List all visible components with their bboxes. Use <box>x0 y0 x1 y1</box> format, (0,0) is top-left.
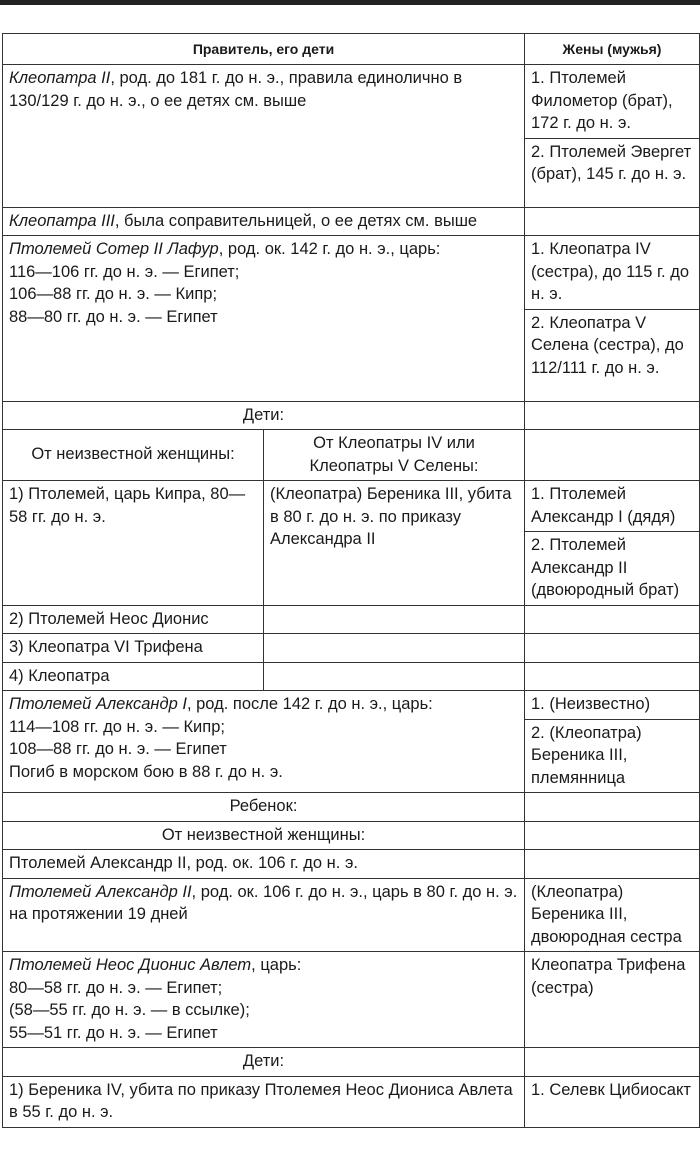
ruler-name: Птолемей Сотер II Лафур <box>9 240 219 258</box>
spouse-cell: 1. Селевк Цибиосакт <box>525 1076 700 1127</box>
table-row <box>3 1076 700 1127</box>
header-row <box>3 34 700 65</box>
empty-cell <box>264 662 525 691</box>
table-row <box>3 207 700 236</box>
table-row <box>3 481 700 532</box>
spouse-cell: Клеопатра Трифена (сестра) <box>525 952 700 1048</box>
table-row <box>3 236 700 310</box>
child-cell: 1) Береника IV, убита по приказу Птолемея Неос Диониса Авлета в 55 г. до н. э. <box>3 1076 525 1127</box>
ruler-desc: , род. после 142 г. до н. э., царь: <box>186 695 433 713</box>
table-row <box>3 662 700 691</box>
spouse-cell <box>525 793 700 822</box>
reign-line: 108—88 гг. до н. э. — Египет <box>9 740 227 758</box>
alex2-cell <box>3 878 525 952</box>
cleo3-cell <box>3 207 525 236</box>
header-spouses: Жены (мужья) <box>525 34 700 65</box>
spouse-cell: 1. Клеопатра IV (сестра), до 115 г. до н. э. <box>525 236 700 310</box>
child-cell: 4) Клеопатра <box>3 662 264 691</box>
table-row <box>3 401 700 430</box>
spouse-cell <box>525 634 700 663</box>
ruler-name: Клеопатра III <box>9 211 115 230</box>
table-row <box>3 430 700 481</box>
child-cell: (Клеопатра) Береника III, убита в 80 г. до н. э. по приказу Александра II <box>264 481 525 606</box>
spouse-cell: 2. Птолемей Эвергет (брат), 145 г. до н. э. <box>525 138 700 207</box>
reign-line: 114—108 гг. до н. э. — Кипр; <box>9 717 225 736</box>
auletes-cell <box>3 952 525 1048</box>
empty-cell <box>264 605 525 634</box>
table-row <box>3 691 700 720</box>
spouse-cell <box>525 430 700 481</box>
table-row <box>3 821 700 850</box>
ruler-name: Клеопатра II <box>9 69 111 87</box>
children-label: Дети: <box>3 1048 525 1077</box>
reign-line: Погиб в морском бою в 88 г. до н. э. <box>9 762 283 781</box>
ruler-desc: , род. до 181 г. до н. э., правила единолично в 130/129 г. до н. э., о ее детях см. выше <box>9 69 463 110</box>
empty-cell <box>264 634 525 663</box>
soter2-cell <box>3 236 525 402</box>
reign-line: 106—88 гг. до н. э. — Кипр; <box>9 285 218 303</box>
child-cell: 1) Птолемей, царь Кипра, 80—58 гг. до н. э. <box>3 481 264 606</box>
ruler-desc: , была соправительницей, о ее детях см. выше <box>114 211 478 230</box>
spouse-cell: 1. (Неизвестно) <box>525 691 700 720</box>
child-cell: Птолемей Александр II, род. ок. 106 г. до н. э. <box>3 850 525 879</box>
spouse-cell: 1. Птолемей Филометор (брат), 172 г. до н. э. <box>525 65 700 139</box>
ruler-desc: , царь: <box>251 956 302 974</box>
ruler-name: Птолемей Неос Дионис Авлет <box>9 956 252 974</box>
table-row <box>3 634 700 663</box>
cleo2-cell <box>3 65 525 208</box>
table-row <box>3 1048 700 1077</box>
spouse-cell: 2. Клеопатра V Селена (сестра), до 112/111 г. до н. э. <box>525 309 700 401</box>
spouse-cell <box>525 662 700 691</box>
reign-line: 80—58 гг. до н. э. — Египет; <box>9 978 223 997</box>
top-rule <box>0 0 700 5</box>
alex1-cell <box>3 691 525 793</box>
spouse-cell: 2. (Клеопатра) Береника III, племянница <box>525 719 700 793</box>
spouse-cell: 2. Птолемей Александр II (двоюродный брат) <box>525 532 700 606</box>
reign-line: 88—80 гг. до н. э. — Египет <box>9 307 218 326</box>
spouse-cell <box>525 401 700 430</box>
reign-line: 55—51 гг. до н. э. — Египет <box>9 1023 218 1042</box>
table-row <box>3 952 700 1048</box>
table-row <box>3 793 700 822</box>
mother-cleopatra: От Клеопатры IV или Клеопатры V Селены: <box>264 430 525 481</box>
ruler-name: Птолемей Александр II <box>9 882 192 901</box>
spouse-cell <box>525 605 700 634</box>
ruler-name: Птолемей Александр I <box>9 695 187 713</box>
table-row <box>3 878 700 952</box>
ruler-desc: , род. ок. 142 г. до н. э., царь: <box>218 240 441 258</box>
spouse-cell <box>525 1048 700 1077</box>
header-ruler: Правитель, его дети <box>3 34 525 65</box>
child-label: Ребенок: <box>3 793 525 822</box>
spouse-cell: 1. Птолемей Александр I (дядя) <box>525 481 700 532</box>
table-row <box>3 65 700 139</box>
spouse-cell <box>525 207 700 236</box>
reign-line: (58—55 гг. до н. э. — в ссылке); <box>9 1001 250 1019</box>
spouse-cell: (Клеопатра) Береника III, двоюродная сестра <box>525 878 700 952</box>
spouse-cell <box>525 850 700 879</box>
table-row <box>3 850 700 879</box>
reign-line: 116—106 гг. до н. э. — Египет; <box>9 262 240 281</box>
child-cell: 2) Птолемей Неос Дионис <box>3 605 264 634</box>
table-row <box>3 605 700 634</box>
mother-unknown: От неизвестной женщины: <box>3 821 525 850</box>
ruler-desc: , род. ок. 106 г. до н. э., царь в 80 г. до н. э. на протяжении 19 дней <box>9 882 518 923</box>
spouse-cell <box>525 821 700 850</box>
mother-unknown: От неизвестной женщины: <box>3 430 264 481</box>
genealogy-table <box>2 33 700 1128</box>
child-cell: 3) Клеопатра VI Трифена <box>3 634 264 663</box>
children-label: Дети: <box>3 401 525 430</box>
